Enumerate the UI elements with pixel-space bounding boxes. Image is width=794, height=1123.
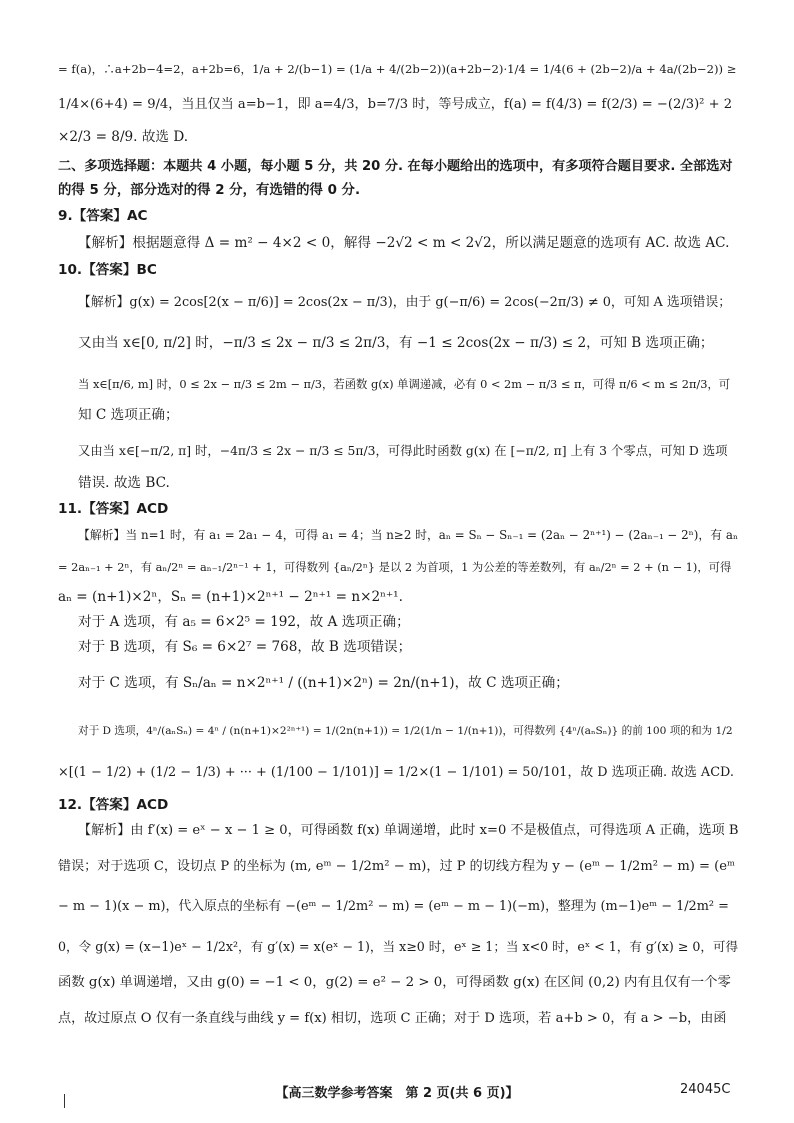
text-line: 【解析】当 n=1 时，有 a₁ = 2a₁ − 4，可得 a₁ = 4；当 n≥2 时，aₙ = Sₙ − Sₙ₋₁ = (2aₙ − 2ⁿ⁺¹) − (2aₙ₋₁ − 2ⁿ)，有 aₙ — [78, 528, 738, 542]
text-line: 当 x∈[π/6, m] 时，0 ≤ 2x − π/3 ≤ 2m − π/3，若函数 g(x) 单调递减，必有 0 < 2m − π/3 ≤ π，可得 π/6 < m ≤ 2π/3，可 — [78, 377, 731, 391]
text-line: 函数 g(x) 单调递增，又由 g(0) = −1 < 0，g(2) = e² − 2 > 0，可得函数 g(x) 在区间 (0,2) 内有且仅有一个零 — [58, 975, 731, 990]
text-line: aₙ = (n+1)×2ⁿ，Sₙ = (n+1)×2ⁿ⁺¹ − 2ⁿ⁺¹ = n×2ⁿ⁺¹. — [58, 589, 403, 605]
text-line: = 2aₙ₋₁ + 2ⁿ，有 aₙ/2ⁿ = aₙ₋₁/2ⁿ⁻¹ + 1，可得数列 {aₙ/2ⁿ} 是以 2 为首项，1 为公差的等差数列，有 aₙ/2ⁿ = 2 + (n − 1)，可得 — [58, 560, 732, 574]
section-heading: 的得 5 分，部分选对的得 2 分，有选错的得 0 分. — [58, 183, 361, 198]
text-line: − m − 1)(x − m)，代入原点的坐标有 −(eᵐ − 1/2m² − m) = (eᵐ − m − 1)(−m)，整理为 (m−1)eᵐ − 1/2m² = — [58, 899, 729, 914]
text-line: 又由当 x∈[−π/2, π] 时，−4π/3 ≤ 2x − π/3 ≤ 5π/3，可得此时函数 g(x) 在 [−π/2, π] 上有 3 个零点，可知 D 选项 — [78, 444, 728, 458]
text-line: ×2/3 = 8/9. 故选 D. — [58, 129, 189, 145]
text-line: = f(a)，∴a+2b−4=2，a+2b=6，1/a + 2/(b−1) = (1/a + 4/(2b−2))(a+2b−2)·1/4 = 1/4(6 + (2b−2)/a + 4a/(2b−2)) ≥ — [58, 62, 737, 76]
page-footer — [0, 1082, 794, 1102]
text-line: 对于 B 选项，有 S₆ = 6×2⁷ = 768，故 B 选项错误； — [78, 639, 412, 655]
text-line: 错误. 故选 BC. — [78, 475, 170, 491]
answer-heading-10: 10.【答案】BC — [58, 262, 157, 278]
text-line: 错误；对于选项 C，设切点 P 的坐标为 (m, eᵐ − 1/2m² − m)，过 P 的切线方程为 y − (eᵐ − 1/2m² − m) = (eᵐ — [58, 859, 736, 874]
margin-mark — [64, 1094, 65, 1108]
answer-heading-9: 9.【答案】AC — [58, 208, 148, 224]
answer-heading-12: 12.【答案】ACD — [58, 797, 169, 813]
footer-exam-code: 24045C — [680, 1082, 731, 1097]
text-line: 1/4×(6+4) = 9/4，当且仅当 a=b−1，即 a=4/3，b=7/3 时，等号成立，f(a) = f(4/3) = f(2/3) = −(2/3)² + 2 — [58, 97, 733, 112]
footer-page-info: 【高三数学参考答案 第 2 页(共 6 页)】 — [275, 1086, 519, 1101]
text-line: 对于 A 选项，有 a₅ = 6×2⁵ = 192，故 A 选项正确； — [78, 614, 410, 630]
section-heading: 二、多项选择题：本题共 4 小题，每小题 5 分，共 20 分. 在每小题给出的选项中，有多项符合题目要求. 全部选对 — [58, 159, 733, 174]
text-line: 【解析】g(x) = 2cos[2(x − π/6)] = 2cos(2x − π/3)，由于 g(−π/6) = 2cos(−2π/3) ≠ 0，可知 A 选项错误； — [78, 295, 732, 310]
text-line: 对于 C 选项，有 Sₙ/aₙ = n×2ⁿ⁺¹ / ((n+1)×2ⁿ) = 2n/(n+1)，故 C 选项正确； — [78, 675, 569, 691]
text-line: 对于 D 选项，4ⁿ/(aₙSₙ) = 4ⁿ / (n(n+1)×2²ⁿ⁺¹) = 1/(2n(n+1)) = 1/2(1/n − 1/(n+1))，可得数列 {4ⁿ/(aₙSₙ)} 的前 100 项的和为 1/2 — [78, 725, 733, 737]
text-line: 【解析】根据题意得 Δ = m² − 4×2 < 0，解得 −2√2 < m < 2√2，所以满足题意的选项有 AC. 故选 AC. — [78, 235, 730, 251]
text-line: 【解析】由 f′(x) = eˣ − x − 1 ≥ 0，可得函数 f(x) 单调递增，此时 x=0 不是极值点，可得选项 A 正确，选项 B — [78, 823, 738, 838]
text-line: 0，令 g(x) = (x−1)eˣ − 1/2x²，有 g′(x) = x(eˣ − 1)，当 x≥0 时，eˣ ≥ 1；当 x<0 时，eˣ < 1，有 g′(x) ≥ 0，可得 — [58, 939, 738, 954]
text-line: 知 C 选项正确； — [78, 407, 179, 423]
text-line: 又由当 x∈[0, π/2] 时，−π/3 ≤ 2x − π/3 ≤ 2π/3，有 −1 ≤ 2cos(2x − π/3) ≤ 2，可知 B 选项正确； — [78, 335, 714, 351]
answer-heading-11: 11.【答案】ACD — [58, 501, 169, 517]
text-line: 点，故过原点 O 仅有一条直线与曲线 y = f(x) 相切，选项 C 正确；对于 D 选项，若 a+b > 0，有 a > −b，由函 — [58, 1011, 727, 1026]
text-line: ×[(1 − 1/2) + (1/2 − 1/3) + ··· + (1/100 − 1/101)] = 1/2×(1 − 1/101) = 50/101，故 D 选项正确. 故选 ACD. — [58, 765, 734, 780]
